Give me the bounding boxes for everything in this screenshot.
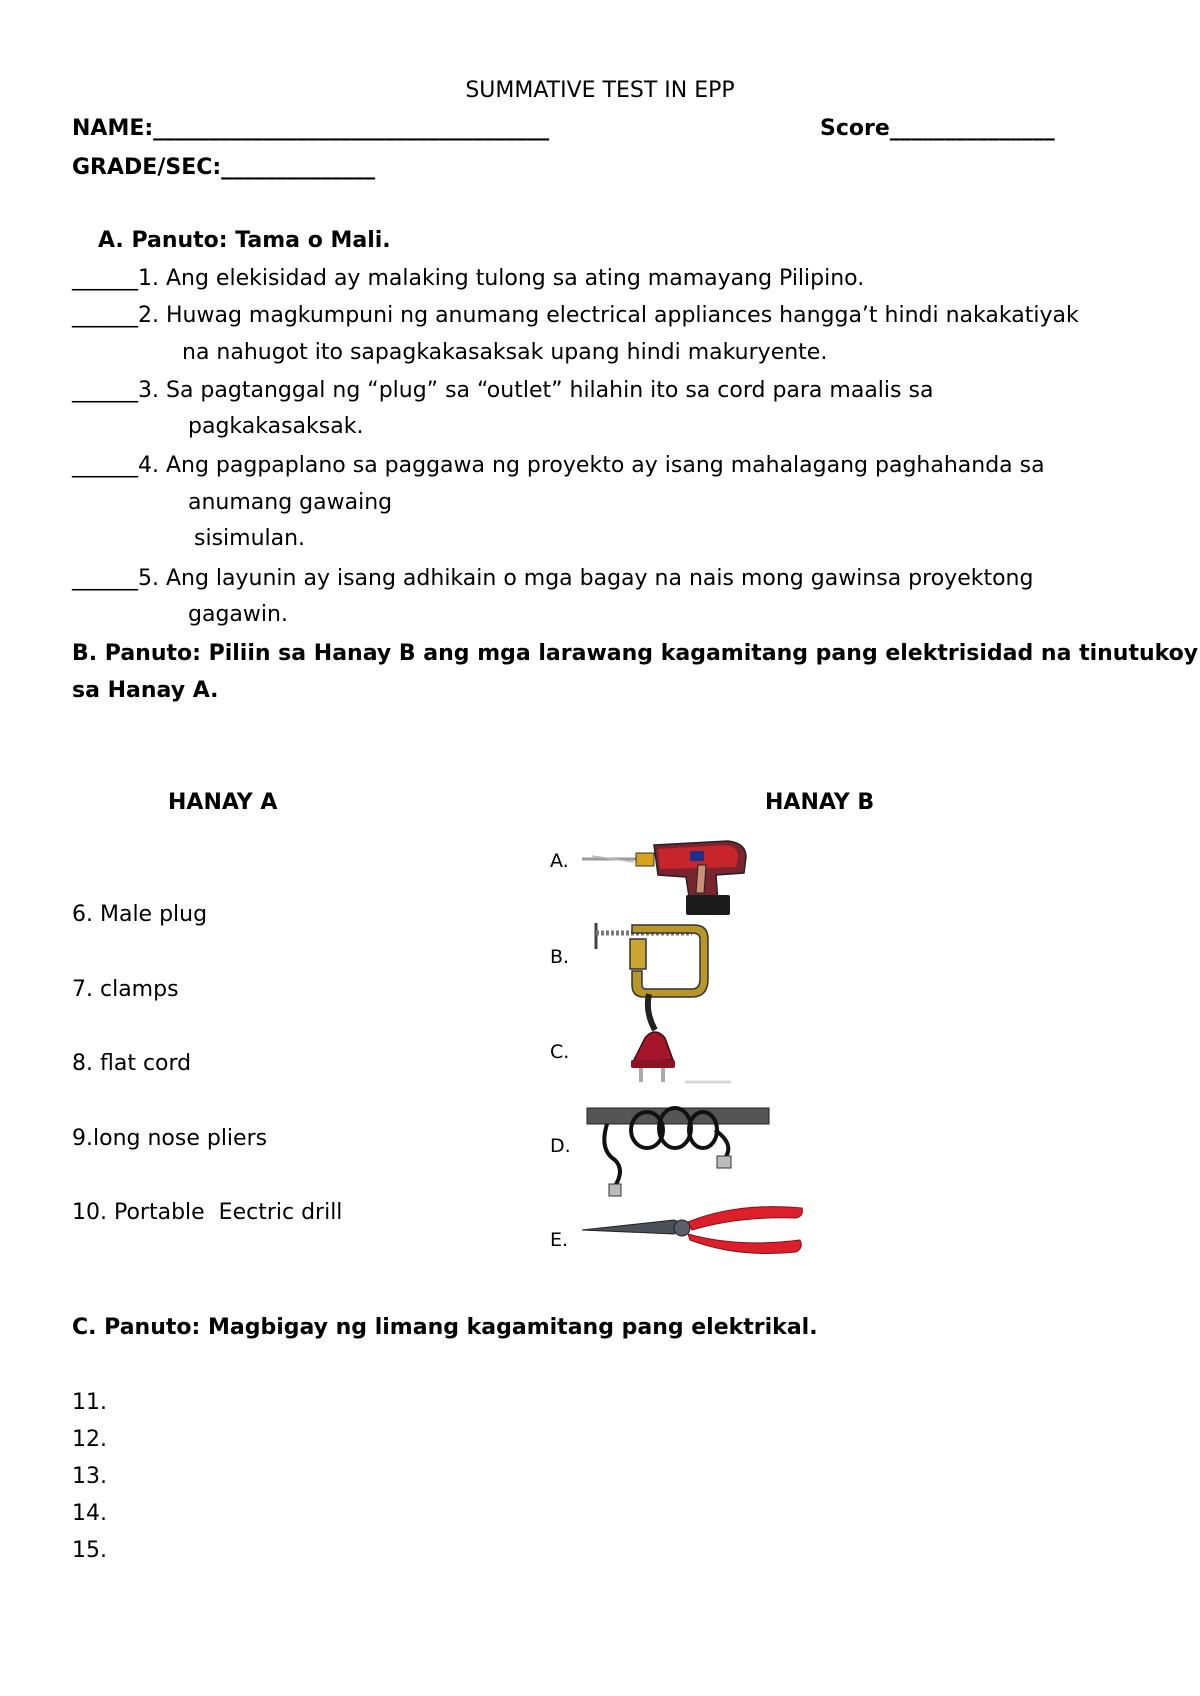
score-field[interactable]: Score_______________ bbox=[820, 116, 1055, 141]
hanay-b-letter-b: B. bbox=[550, 946, 570, 968]
part-a-item-3-cont: pagkakasaksak. bbox=[188, 414, 364, 439]
part-a-item-5-cont: gagawin. bbox=[188, 602, 288, 627]
part-b-heading: B. Panuto: Piliin sa Hanay B ang mga larawang kagamitang pang elektrisidad na tinutukoy bbox=[72, 641, 1199, 666]
hanay-b-letter-c: C. bbox=[550, 1041, 570, 1063]
hanay-a-item-9: 9.long nose pliers bbox=[72, 1126, 268, 1151]
hanay-a-item-10: 10. Portable Eectric drill bbox=[72, 1200, 343, 1225]
part-a-item-4-cont2: sisimulan. bbox=[194, 526, 306, 551]
flat-cord-icon bbox=[585, 1100, 775, 1200]
part-a-item-1: ______1. Ang elekisidad ay malaking tulong sa ating mamayang Pilipino. bbox=[72, 266, 865, 291]
long-nose-pliers-icon bbox=[578, 1198, 808, 1258]
hanay-a-item-6: 6. Male plug bbox=[72, 902, 208, 927]
part-b-heading-cont: sa Hanay A. bbox=[72, 678, 219, 703]
grade-section-field[interactable]: GRADE/SEC:______________ bbox=[72, 155, 376, 180]
hanay-b-letter-a: A. bbox=[550, 850, 569, 872]
part-c-item-15: 15. bbox=[72, 1538, 107, 1563]
hanay-b-title: HANAY B bbox=[765, 790, 875, 815]
electric-drill-icon bbox=[578, 835, 758, 917]
part-a-item-4-cont: anumang gawaing bbox=[188, 490, 393, 515]
part-a-item-2-cont: na nahugot ito sapagkakasaksak upang hindi makuryente. bbox=[182, 340, 828, 365]
hanay-a-title: HANAY A bbox=[168, 790, 278, 815]
part-a-item-3: ______3. Sa pagtanggal ng “plug” sa “outlet” hilahin ito sa cord para maalis sa bbox=[72, 378, 934, 403]
part-a-heading: A. Panuto: Tama o Mali. bbox=[98, 228, 391, 253]
hanay-a-item-8: 8. flat cord bbox=[72, 1051, 192, 1076]
part-a-item-4: ______4. Ang pagpaplano sa paggawa ng proyekto ay isang mahalagang paghahanda sa bbox=[72, 453, 1045, 478]
hanay-b-letter-e: E. bbox=[550, 1229, 569, 1251]
part-a-item-2: ______2. Huwag magkumpuni ng anumang electrical appliances hangga’t hindi nakakatiyak bbox=[72, 303, 1079, 328]
name-field[interactable]: NAME:____________________________________ bbox=[72, 116, 550, 141]
male-plug-icon bbox=[605, 990, 735, 1090]
part-c-item-12: 12. bbox=[72, 1427, 107, 1452]
hanay-a-item-7: 7. clamps bbox=[72, 977, 179, 1002]
part-a-item-5: ______5. Ang layunin ay isang adhikain o mga bagay na nais mong gawinsa proyektong bbox=[72, 566, 1034, 591]
part-c-heading: C. Panuto: Magbigay ng limang kagamitang pang elektrikal. bbox=[72, 1315, 818, 1340]
part-c-item-13: 13. bbox=[72, 1464, 107, 1489]
part-c-item-14: 14. bbox=[72, 1501, 107, 1526]
hanay-b-letter-d: D. bbox=[550, 1135, 571, 1157]
page-title: SUMMATIVE TEST IN EPP bbox=[465, 78, 735, 103]
part-c-item-11: 11. bbox=[72, 1390, 107, 1415]
